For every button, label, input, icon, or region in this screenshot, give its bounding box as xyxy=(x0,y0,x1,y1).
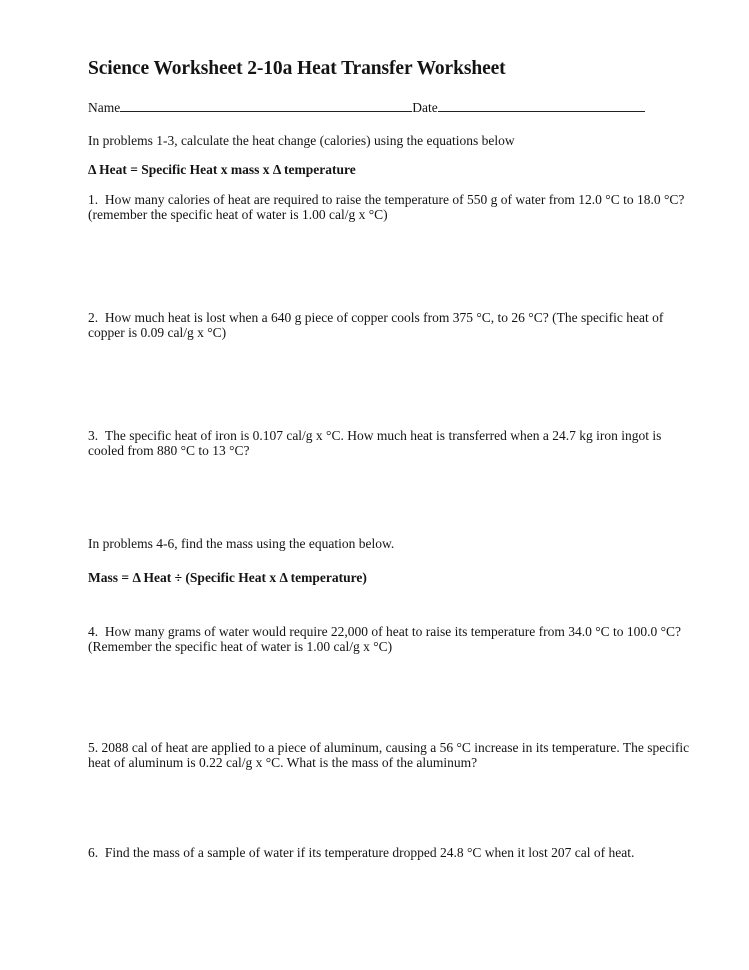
problem-2 xyxy=(88,310,698,340)
section1-instruction: In problems 1-3, calculate the heat change (calories) using the equations below xyxy=(88,133,515,148)
problem-number: 5. xyxy=(88,740,99,755)
date-label: Date xyxy=(412,100,438,115)
problem-number: 1. xyxy=(88,192,99,207)
problem-3 xyxy=(88,428,698,458)
problem-5 xyxy=(88,740,698,770)
problem-text: 2088 cal of heat are applied to a piece of aluminum, causing a 56 °C increase in its temperature. The specific heat of aluminum is 0.22 cal/g x °C. What is the mass of the aluminum? xyxy=(88,740,690,770)
date-field[interactable] xyxy=(438,99,645,112)
heat-equation: Δ Heat = Specific Heat x mass x Δ temperature xyxy=(88,162,356,177)
name-field[interactable] xyxy=(120,99,412,112)
problem-number: 6. xyxy=(88,845,99,860)
problem-text: How much heat is lost when a 640 g piece of copper cools from 375 °C, to 26 °C? (The specific heat of copper is 0.09 cal/g x °C) xyxy=(88,310,664,340)
problem-number: 2. xyxy=(88,310,99,325)
problem-text: How many calories of heat are required to raise the temperature of 550 g of water from 12.0 °C to 18.0 °C? (remember the specific heat of water is 1.00 cal/g x °C) xyxy=(88,192,685,222)
name-label: Name xyxy=(88,100,121,115)
problem-text: Find the mass of a sample of water if its temperature dropped 24.8 °C when it lost 207 cal of heat. xyxy=(104,845,635,860)
problem-4 xyxy=(88,624,698,654)
worksheet-title: Science Worksheet 2-10a Heat Transfer Worksheet xyxy=(88,58,506,79)
problem-6 xyxy=(88,845,698,860)
section2-instruction: In problems 4-6, find the mass using the equation below. xyxy=(88,536,395,551)
problem-number: 4. xyxy=(88,624,99,639)
problem-1 xyxy=(88,192,698,222)
problem-text: The specific heat of iron is 0.107 cal/g x °C. How much heat is transferred when a 24.7 kg iron ingot is cooled from 880 °C to 13 °C? xyxy=(88,428,662,458)
problem-number: 3. xyxy=(88,428,99,443)
mass-equation: Mass = Δ Heat ÷ (Specific Heat x Δ temperature) xyxy=(88,570,367,585)
problem-text: How many grams of water would require 22,000 of heat to raise its temperature from 34.0 °C to 100.0 °C? (Remember the specific heat of water is 1.00 cal/g x °C) xyxy=(88,624,682,654)
name-date-line xyxy=(88,99,645,116)
